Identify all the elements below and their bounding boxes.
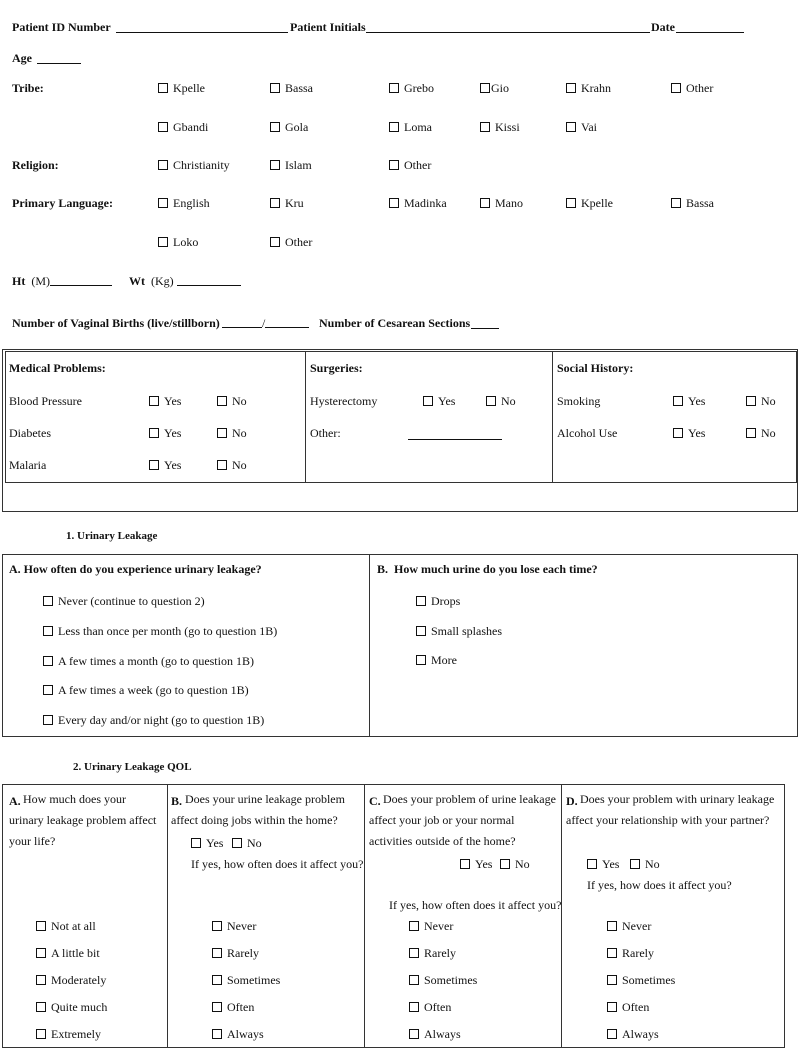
q2b-option[interactable]: Sometimes bbox=[212, 973, 280, 988]
medical-row-label: Diabetes bbox=[9, 426, 51, 440]
q1a-option[interactable]: A few times a month (go to question 1B) bbox=[43, 654, 254, 669]
checkbox[interactable] bbox=[416, 655, 426, 665]
checkbox[interactable] bbox=[409, 1002, 419, 1012]
divider bbox=[305, 351, 306, 483]
tribe-option[interactable]: Krahn bbox=[566, 81, 611, 96]
language-option[interactable]: Kpelle bbox=[566, 196, 613, 211]
surgeries-title: Surgeries: bbox=[310, 361, 363, 375]
q2a-option[interactable]: Not at all bbox=[36, 919, 96, 934]
checkbox[interactable] bbox=[217, 460, 227, 470]
tribe-option[interactable]: Loma bbox=[389, 120, 432, 135]
social-history-title: Social History: bbox=[557, 361, 634, 375]
question-2d-letter: D. bbox=[566, 794, 578, 808]
weight-field[interactable] bbox=[177, 285, 241, 286]
language-option[interactable]: Mano bbox=[480, 196, 523, 211]
other-surgery-field[interactable] bbox=[408, 439, 502, 440]
checkbox[interactable] bbox=[607, 1029, 617, 1039]
q2b-option[interactable]: Rarely bbox=[212, 946, 259, 961]
vaginal-births-label: Number of Vaginal Births (live/stillborn) bbox=[12, 316, 220, 330]
checkbox[interactable] bbox=[270, 83, 280, 93]
vaginal-births-fields: / bbox=[222, 316, 309, 331]
checkbox[interactable] bbox=[43, 715, 53, 725]
live-births-field[interactable] bbox=[222, 327, 262, 328]
q2b-no[interactable]: No bbox=[232, 836, 262, 851]
height-row: Ht (M) bbox=[12, 274, 112, 289]
checkbox[interactable] bbox=[158, 198, 168, 208]
checkbox[interactable] bbox=[389, 122, 399, 132]
section-2-title: 2. Urinary Leakage QOL bbox=[73, 761, 192, 773]
q2c-followup: If yes, how often does it affect you? bbox=[389, 898, 562, 912]
yes-option[interactable]: Yes bbox=[673, 426, 705, 441]
tribe-option[interactable]: Grebo bbox=[389, 81, 434, 96]
checkbox[interactable] bbox=[480, 122, 490, 132]
tribe-option[interactable]: Kpelle bbox=[158, 81, 205, 96]
checkbox[interactable] bbox=[423, 396, 433, 406]
question-2a-letter: A. bbox=[9, 794, 21, 808]
q2c-option[interactable]: Often bbox=[409, 1000, 451, 1015]
divider bbox=[364, 784, 365, 1048]
no-option[interactable]: No bbox=[486, 394, 516, 409]
medical-row-label: Malaria bbox=[9, 458, 47, 472]
q1b-option[interactable]: Small splashes bbox=[416, 624, 502, 639]
checkbox[interactable] bbox=[149, 428, 159, 438]
divider bbox=[167, 784, 168, 1048]
checkbox[interactable] bbox=[158, 83, 168, 93]
yes-option[interactable]: Yes bbox=[149, 458, 181, 473]
q2c-yes[interactable]: Yes bbox=[460, 857, 492, 872]
section-1-title: 1. Urinary Leakage bbox=[66, 530, 158, 542]
religion-option[interactable]: Islam bbox=[270, 158, 312, 173]
q1a-option[interactable]: A few times a week (go to question 1B) bbox=[43, 683, 249, 698]
q2d-option[interactable]: Always bbox=[607, 1027, 659, 1042]
checkbox[interactable] bbox=[480, 83, 490, 93]
checkbox[interactable] bbox=[416, 626, 426, 636]
checkbox[interactable] bbox=[746, 396, 756, 406]
tribe-option[interactable]: Kissi bbox=[480, 120, 520, 135]
checkbox[interactable] bbox=[149, 460, 159, 470]
checkbox[interactable] bbox=[460, 859, 470, 869]
checkbox[interactable] bbox=[217, 396, 227, 406]
no-option[interactable]: No bbox=[217, 458, 247, 473]
patient-initials-field[interactable] bbox=[366, 32, 650, 33]
checkbox[interactable] bbox=[607, 948, 617, 958]
checkbox[interactable] bbox=[270, 122, 280, 132]
surgery-row-label: Hysterectomy bbox=[310, 394, 378, 408]
q2b-followup: If yes, how often does it affect you? bbox=[191, 857, 364, 871]
q2b-option[interactable]: Never bbox=[212, 919, 256, 934]
checkbox[interactable] bbox=[409, 1029, 419, 1039]
social-row-label: Smoking bbox=[557, 394, 601, 408]
no-option[interactable]: No bbox=[217, 426, 247, 441]
language-label: Primary Language: bbox=[12, 196, 113, 210]
patient-initials-label: Patient Initials bbox=[290, 20, 366, 34]
social-row-label: Alcohol Use bbox=[557, 426, 618, 440]
checkbox[interactable] bbox=[158, 122, 168, 132]
q2b-option[interactable]: Often bbox=[212, 1000, 254, 1015]
q2c-option[interactable]: Never bbox=[409, 919, 453, 934]
q2c-option[interactable]: Rarely bbox=[409, 946, 456, 961]
checkbox[interactable] bbox=[630, 859, 640, 869]
checkbox[interactable] bbox=[500, 859, 510, 869]
checkbox[interactable] bbox=[36, 1002, 46, 1012]
checkbox[interactable] bbox=[389, 83, 399, 93]
cesarean-field[interactable] bbox=[471, 328, 499, 329]
yes-option[interactable]: Yes bbox=[149, 394, 181, 409]
q2b-yes[interactable]: Yes bbox=[191, 836, 223, 851]
q2d-no[interactable]: No bbox=[630, 857, 660, 872]
section-1-table bbox=[2, 554, 798, 737]
checkbox[interactable] bbox=[409, 921, 419, 931]
checkbox[interactable] bbox=[566, 83, 576, 93]
question-1b: B. How much urine do you lose each time? bbox=[377, 562, 598, 576]
checkbox[interactable] bbox=[212, 1002, 222, 1012]
tribe-option[interactable]: Gola bbox=[270, 120, 308, 135]
q2d-option[interactable]: Rarely bbox=[607, 946, 654, 961]
religion-label: Religion: bbox=[12, 158, 59, 172]
checkbox[interactable] bbox=[232, 838, 242, 848]
q2b-option[interactable]: Always bbox=[212, 1027, 264, 1042]
checkbox[interactable] bbox=[191, 838, 201, 848]
language-option[interactable]: Kru bbox=[270, 196, 304, 211]
checkbox[interactable] bbox=[409, 975, 419, 985]
age-label: Age bbox=[12, 51, 32, 65]
checkbox[interactable] bbox=[36, 1029, 46, 1039]
q1a-option[interactable]: Never (continue to question 2) bbox=[43, 594, 205, 609]
yes-option[interactable]: Yes bbox=[149, 426, 181, 441]
q2c-option[interactable]: Sometimes bbox=[409, 973, 477, 988]
language-option[interactable]: Other bbox=[270, 235, 312, 250]
question-1a: A. How often do you experience urinary leakage? bbox=[9, 562, 262, 576]
tribe-option[interactable]: Other bbox=[671, 81, 713, 96]
q2a-option[interactable]: A little bit bbox=[36, 946, 100, 961]
surgery-row-label: Other: bbox=[310, 426, 341, 440]
question-2c: Does your problem of urine leakage affect your job or your normal activities outside of the home? bbox=[369, 792, 556, 848]
language-option[interactable]: Loko bbox=[158, 235, 198, 250]
checkbox[interactable] bbox=[158, 237, 168, 247]
checkbox[interactable] bbox=[671, 83, 681, 93]
date-field[interactable] bbox=[676, 32, 744, 33]
checkbox[interactable] bbox=[486, 396, 496, 406]
checkbox[interactable] bbox=[409, 948, 419, 958]
no-option[interactable]: No bbox=[217, 394, 247, 409]
religion-option[interactable]: Christianity bbox=[158, 158, 230, 173]
divider bbox=[561, 784, 562, 1048]
checkbox[interactable] bbox=[587, 859, 597, 869]
question-2a: How much does your urinary leakage problem affect your life? bbox=[9, 792, 157, 848]
tribe-option[interactable]: Bassa bbox=[270, 81, 313, 96]
no-option[interactable]: No bbox=[746, 426, 776, 441]
checkbox[interactable] bbox=[217, 428, 227, 438]
stillborn-field[interactable] bbox=[265, 327, 309, 328]
checkbox[interactable] bbox=[270, 198, 280, 208]
language-option[interactable]: Bassa bbox=[671, 196, 714, 211]
q2d-yes[interactable]: Yes bbox=[587, 857, 619, 872]
checkbox[interactable] bbox=[36, 948, 46, 958]
divider bbox=[552, 351, 553, 483]
checkbox[interactable] bbox=[566, 122, 576, 132]
q2a-option[interactable]: Moderately bbox=[36, 973, 106, 988]
tribe-option[interactable]: Gio bbox=[480, 81, 509, 96]
checkbox[interactable] bbox=[270, 237, 280, 247]
checkbox[interactable] bbox=[43, 596, 53, 606]
language-option[interactable]: English bbox=[158, 196, 210, 211]
question-2b-letter: B. bbox=[171, 794, 183, 808]
q2d-option[interactable]: Sometimes bbox=[607, 973, 675, 988]
q2d-option[interactable]: Never bbox=[607, 919, 651, 934]
no-option[interactable]: No bbox=[746, 394, 776, 409]
question-2b: Does your urine leakage problem affect doing jobs within the home? bbox=[171, 792, 345, 827]
q1b-option[interactable]: Drops bbox=[416, 594, 460, 609]
religion-option[interactable]: Other bbox=[389, 158, 431, 173]
yes-option[interactable]: Yes bbox=[423, 394, 455, 409]
checkbox[interactable] bbox=[212, 1029, 222, 1039]
checkbox[interactable] bbox=[43, 656, 53, 666]
checkbox[interactable] bbox=[212, 975, 222, 985]
checkbox[interactable] bbox=[43, 685, 53, 695]
tribe-label: Tribe: bbox=[12, 81, 44, 95]
checkbox[interactable] bbox=[416, 596, 426, 606]
cesarean-label: Number of Cesarean Sections bbox=[319, 316, 471, 330]
checkbox[interactable] bbox=[673, 396, 683, 406]
checkbox[interactable] bbox=[36, 975, 46, 985]
history-table bbox=[5, 351, 797, 483]
date-label: Date bbox=[651, 20, 675, 34]
tribe-option[interactable]: Vai bbox=[566, 120, 597, 135]
checkbox[interactable] bbox=[149, 396, 159, 406]
patient-id-field[interactable] bbox=[116, 32, 288, 33]
divider bbox=[369, 554, 370, 737]
checkbox[interactable] bbox=[158, 160, 168, 170]
language-option[interactable]: Madinka bbox=[389, 196, 447, 211]
checkbox[interactable] bbox=[566, 198, 576, 208]
q1a-option[interactable]: Less than once per month (go to question 1B) bbox=[43, 624, 277, 639]
checkbox[interactable] bbox=[389, 198, 399, 208]
checkbox[interactable] bbox=[36, 921, 46, 931]
checkbox[interactable] bbox=[607, 975, 617, 985]
checkbox[interactable] bbox=[270, 160, 280, 170]
checkbox[interactable] bbox=[212, 921, 222, 931]
height-field[interactable] bbox=[50, 285, 112, 286]
checkbox[interactable] bbox=[746, 428, 756, 438]
checkbox[interactable] bbox=[607, 1002, 617, 1012]
tribe-option[interactable]: Gbandi bbox=[158, 120, 208, 135]
q2a-option[interactable]: Quite much bbox=[36, 1000, 107, 1015]
q1a-option[interactable]: Every day and/or night (go to question 1B) bbox=[43, 713, 264, 728]
patient-id-label: Patient ID Number bbox=[12, 20, 111, 34]
q2d-option[interactable]: Often bbox=[607, 1000, 649, 1015]
checkbox[interactable] bbox=[673, 428, 683, 438]
medical-problems-title: Medical Problems: bbox=[9, 361, 106, 375]
checkbox[interactable] bbox=[389, 160, 399, 170]
yes-option[interactable]: Yes bbox=[673, 394, 705, 409]
q2c-option[interactable]: Always bbox=[409, 1027, 461, 1042]
q1b-option[interactable]: More bbox=[416, 653, 457, 668]
checkbox[interactable] bbox=[480, 198, 490, 208]
checkbox[interactable] bbox=[43, 626, 53, 636]
checkbox[interactable] bbox=[212, 948, 222, 958]
q2a-option[interactable]: Extremely bbox=[36, 1027, 101, 1042]
checkbox[interactable] bbox=[607, 921, 617, 931]
q2d-followup: If yes, how does it affect you? bbox=[587, 878, 732, 892]
weight-row: Wt (Kg) bbox=[129, 274, 241, 289]
question-2d: Does your problem with urinary leakage affect your relationship with your partner? bbox=[566, 792, 775, 827]
q2c-no[interactable]: No bbox=[500, 857, 530, 872]
age-field[interactable] bbox=[37, 63, 81, 64]
checkbox[interactable] bbox=[671, 198, 681, 208]
medical-row-label: Blood Pressure bbox=[9, 394, 82, 408]
question-2c-letter: C. bbox=[369, 794, 381, 808]
